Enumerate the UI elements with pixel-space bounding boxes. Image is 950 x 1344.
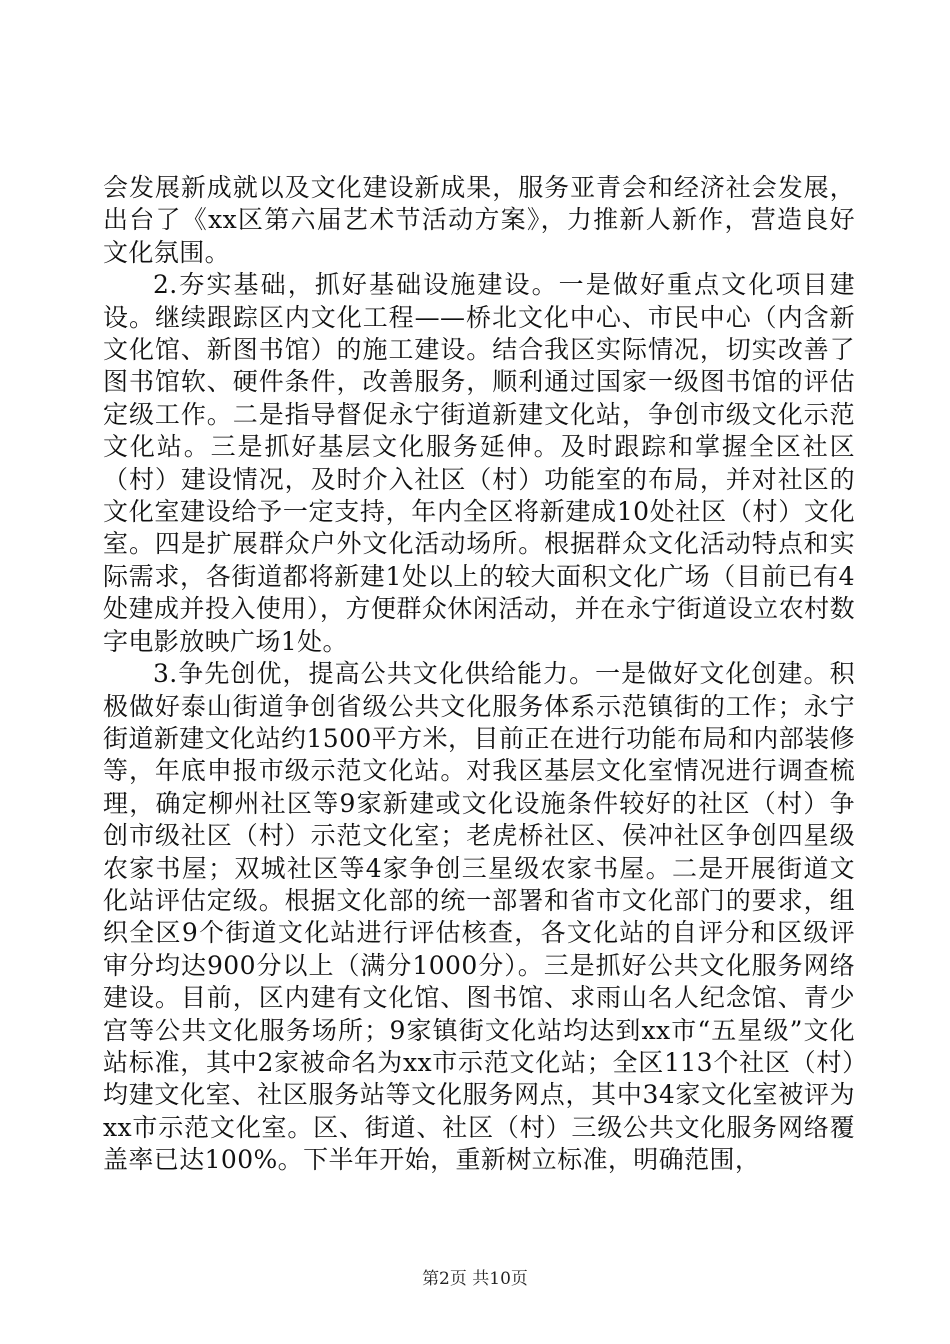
paragraph-1: 会发展新成就以及文化建设新成果，服务亚青会和经济社会发展，出台了《xx区第六届艺术节活动方案》，力推新人新作，营造良好文化氛围。 bbox=[103, 173, 855, 267]
document-body bbox=[103, 172, 855, 1177]
paragraph-3: 3.争先创优，提高公共文化供给能力。一是做好文化创建。积极做好泰山街道争创省级公共文化服务体系示范镇街的工作；永宁街道新建文化站约1500平方米，目前正在进行功能布局和内部装修等，年底申报市级示范文化站。对我区基层文化室情况进行调查梳理，确定柳州社区等9家新建或文化设施条件较好的社区（村）争创市级社区（村）示范文化室；老虎桥社区、侯冲社区争创四星级农家书屋；双城社区等4家争创三星级农家书屋。二是开展街道文化站评估定级。根据文化部的统一部署和省市文化部门的要求，组织全区9个街道文化站进行评估核查，各文化站的自评分和区级评审分均达900分以上（满分1000分）。三是抓好公共文化服务网络建设。目前，区内建有文化馆、图书馆、求雨山名人纪念馆、青少宫等公共文化服务场所；9家镇街文化站均达到xx市“五星级”文化站标准，其中2家被命名为xx市示范文化站；全区113个社区（村）均建文化室、社区服务站等文化服务网点，其中34家文化室被评为xx市示范文化室。区、街道、社区（村）三级公共文化服务网络覆盖率已达100%。下半年开始，重新树立标准，明确范围， bbox=[103, 659, 855, 1175]
page-footer: 第2页 共10页 bbox=[422, 1269, 528, 1289]
paragraph-2: 2.夯实基础，抓好基础设施建设。一是做好重点文化项目建设。继续跟踪区内文化工程——桥北文化中心、市民中心（内含新文化馆、新图书馆）的施工建设。结合我区实际情况，切实改善了图书馆软、硬件条件，改善服务，顺利通过国家一级图书馆的评估定级工作。二是指导督促永宁街道新建文化站，争创市级文化示范文化站。三是抓好基层文化服务延伸。及时跟踪和掌握全区社区（村）建设情况，及时介入社区（村）功能室的布局，并对社区的文化室建设给予一定支持，年内全区将新建成10处社区（村）文化室。四是扩展群众户外文化活动场所。根据群众文化活动特点和实际需求，各街道都将新建1处以上的较大面积文化广场（目前已有4处建成并投入使用），方便群众休闲活动，并在永宁街道设立农村数字电影放映广场1处。 bbox=[103, 270, 855, 656]
